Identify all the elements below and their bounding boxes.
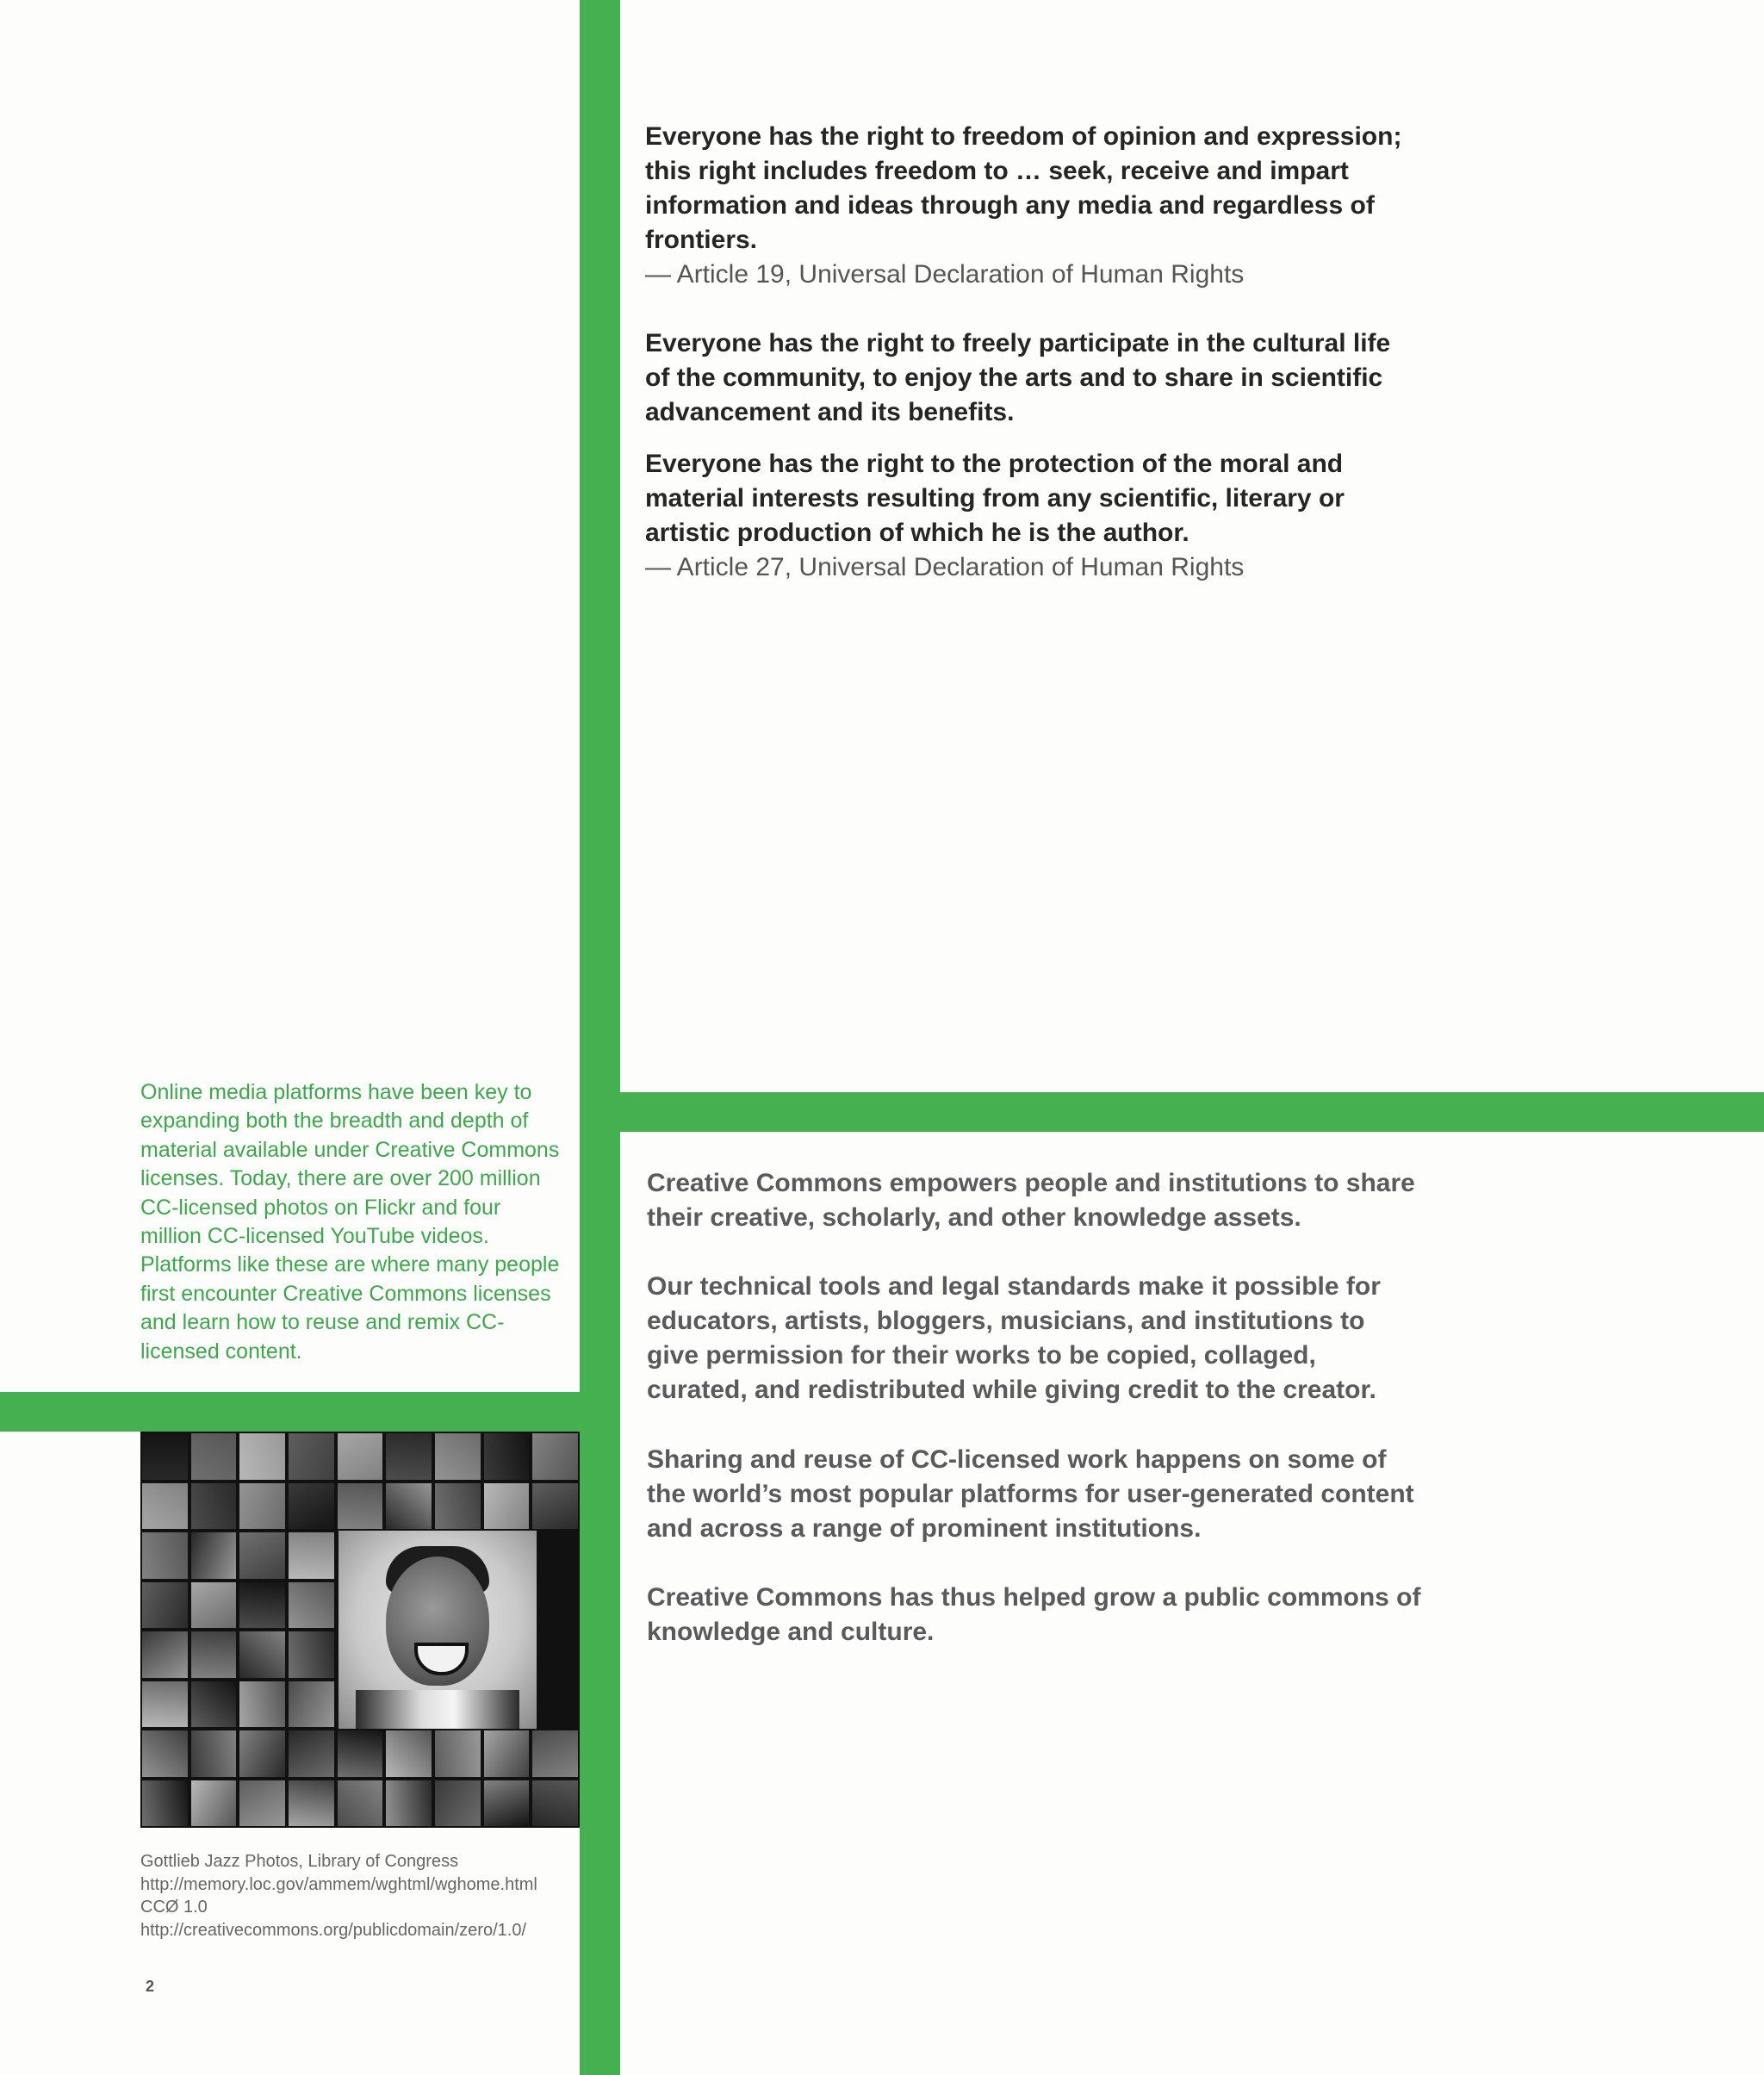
jazz-photo-mosaic [140, 1432, 580, 1828]
photo-tile [289, 1730, 334, 1777]
photo-tile [239, 1730, 285, 1777]
green-horizontal-divider-left [0, 1392, 620, 1432]
photo-tile [191, 1582, 237, 1629]
photo-tile [435, 1730, 481, 1777]
photo-tile [239, 1532, 285, 1579]
photo-tile [289, 1433, 334, 1480]
photo-tile [239, 1433, 285, 1480]
photo-tile [239, 1681, 285, 1728]
photo-tile [386, 1730, 432, 1777]
caption-source-link[interactable]: http://memory.loc.gov/ammem/wghtml/wghome.html [140, 1874, 537, 1894]
photo-tile [532, 1780, 578, 1827]
quote-attribution: — Article 19, Universal Declaration of Human Rights [645, 260, 1245, 289]
quote-text: Everyone has the right to the protection of the moral and material interests resulting from any scientific, literary or artistic production of which he is the author. [645, 450, 1345, 547]
body-paragraph [647, 1270, 1422, 1407]
quote-article-27-part-2 [645, 447, 1420, 585]
photo-tile [191, 1681, 237, 1728]
caption-license-link[interactable]: http://creativecommons.org/publicdomain/zero/1.0/ [140, 1920, 526, 1940]
green-horizontal-divider-right [580, 1092, 1764, 1132]
photo-tile [338, 1780, 383, 1827]
photo-tile [386, 1780, 432, 1827]
caption-license: CCØ 1.0 [140, 1898, 208, 1917]
photo-tile [191, 1730, 237, 1777]
photo-tile [142, 1433, 188, 1480]
quote-article-19 [645, 120, 1420, 292]
image-caption [140, 1850, 571, 1941]
photo-tile [142, 1681, 188, 1728]
quote-text: Everyone has the right to freedom of opinion and expression; this right includes freedom to … seek, receive and impart information and ideas through any media and regardless of frontiers. [645, 122, 1402, 254]
photo-tile [289, 1681, 334, 1728]
photo-tile [435, 1780, 481, 1827]
photo-tile [142, 1483, 188, 1530]
photo-tile [289, 1532, 334, 1579]
photo-tile [435, 1433, 481, 1480]
photo-tile [532, 1483, 578, 1530]
paragraph-text: Creative Commons empowers people and institutions to share their creative, scholarly, and other knowledge assets. [647, 1169, 1415, 1232]
photo-tile [239, 1582, 285, 1629]
body-paragraph [647, 1166, 1422, 1235]
paragraph-text: Sharing and reuse of CC-licensed work happens on some of the world’s most popular platforms for user-generated content and across a range of prominent institutions. [647, 1445, 1414, 1543]
page-number: 2 [146, 1978, 155, 1995]
photo-tile [142, 1532, 188, 1579]
photo-tile [338, 1433, 383, 1480]
photo-tile [191, 1631, 237, 1678]
photo-tile [386, 1483, 432, 1530]
photo-tile [142, 1631, 188, 1678]
sidenote-online-platforms: Online media platforms have been key to expanding both the breadth and depth of material available under Creative Commons licenses. Today, there are over 200 million CC-licensed photos on Flickr and four million CC-licensed YouTube videos. Platforms like these are where many people first encounter Creative Commons licenses and learn how to reuse and remix CC-licensed content. [140, 1080, 560, 1364]
photo-tile [289, 1631, 334, 1678]
photo-tile [532, 1433, 578, 1480]
quote-text: Everyone has the right to freely participate in the cultural life of the community, to enjoy the arts and to share in scientific advancement and its benefits. [645, 329, 1391, 426]
paragraph-text: Creative Commons has thus helped grow a public commons of knowledge and culture. [647, 1583, 1421, 1646]
photo-tile [484, 1483, 530, 1530]
quote-article-27-part-1 [645, 326, 1420, 430]
photo-tile [484, 1730, 530, 1777]
caption-source: Gottlieb Jazz Photos, Library of Congress [140, 1852, 459, 1871]
photo-tile [435, 1483, 481, 1530]
photo-tile [484, 1780, 530, 1827]
photo-tile [191, 1532, 237, 1579]
photo-tile [142, 1582, 188, 1629]
photo-tile [142, 1780, 188, 1827]
photo-tile [338, 1730, 383, 1777]
collar-shape [356, 1690, 519, 1729]
photo-tile [239, 1631, 285, 1678]
photo-tile [191, 1780, 237, 1827]
photo-tile [532, 1730, 578, 1777]
body-paragraph [647, 1581, 1422, 1649]
quote-attribution: — Article 27, Universal Declaration of Human Rights [645, 553, 1245, 581]
green-vertical-divider [580, 0, 620, 2075]
photo-tile [142, 1730, 188, 1777]
photo-tile [239, 1780, 285, 1827]
photo-tile [484, 1433, 530, 1480]
photo-tile [191, 1483, 237, 1530]
body-paragraph [647, 1443, 1422, 1546]
portrait-photo [339, 1531, 537, 1729]
photo-tile [289, 1582, 334, 1629]
photo-tile [239, 1483, 285, 1530]
paragraph-text: Our technical tools and legal standards make it possible for educators, artists, bloggers, musicians, and institutions to give permission for their works to be copied, collaged, curated, and redistributed while giving credit to the creator. [647, 1272, 1381, 1404]
photo-tile [338, 1483, 383, 1530]
photo-tile [289, 1780, 334, 1827]
photo-tile [386, 1433, 432, 1480]
photo-tile [191, 1433, 237, 1480]
photo-tile [289, 1483, 334, 1530]
